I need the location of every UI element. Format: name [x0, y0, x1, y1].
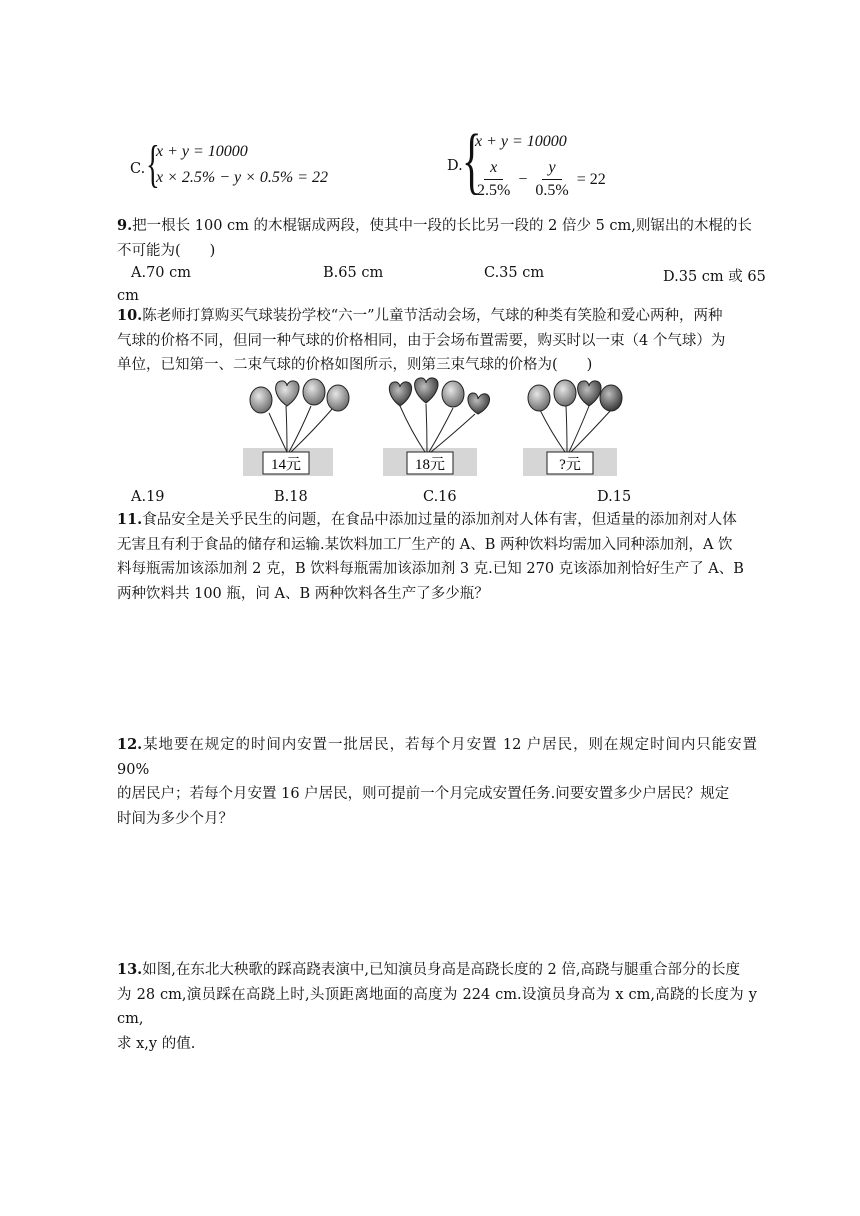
- heart-balloon: [415, 378, 438, 403]
- smiley-balloon: [250, 387, 272, 413]
- fraction-y: $\frac{y}{0.5\%}$: [535, 159, 569, 199]
- option-d-eq1: x + y = 10000: [475, 133, 567, 150]
- option-d-eq2: $\frac{x}{2.5\%}$ − $\frac{y}{0.5\%}$ = 22: [469, 158, 606, 201]
- smiley-balloon: [303, 379, 325, 405]
- option-c-label: C.: [130, 161, 146, 177]
- question-10: 10.陈老师打算购买气球装扮学校“六一”儿童节活动会场，气球的种类有笑脸和爱心两种，两种 气球的价格不同，但同一种气球的价格相同，由于会场布置需要，购买时以一束（4 个气球）为 单位，已知第一、二束气球的价格如图所示，则第三束气球的价格为( ): [117, 307, 726, 373]
- question-9: 9.把一根长 100 cm 的木棍锯成两段，使其中一段的长比另一段的 2 倍少 5 cm,则锯出的木棍的长 不可能为( ): [117, 217, 752, 259]
- dark-balloon: [600, 385, 622, 411]
- q10-option-d: D.15: [597, 489, 632, 505]
- heart-balloon: [276, 381, 299, 406]
- option-c-eq1: x + y = 10000: [156, 143, 248, 160]
- question-number: 9.: [117, 217, 133, 234]
- question-12: 12.某地要在规定的时间内安置一批居民，若每个月安置 12 户居民，则在规定时间内只能安置 90% 的居民户；若每个月安置 16 户居民，则可提前一个月完成安置任务.问要安置多少户居民？规定 时间为多少个月？: [117, 736, 757, 827]
- question-number: 13.: [117, 961, 143, 978]
- balloon-bundles-figure: [243, 376, 633, 478]
- question-11: 11.食品安全是关乎民生的问题，在食品中添加过量的添加剂对人体有害，但适量的添加剂对人体 无害且有利于食品的储存和运输.某饮料加工厂生产的 A、B 两种饮料均需加入同种添加剂，A 饮 料每瓶需加该添加剂 2 克，B 饮料每瓶需加该添加剂 3 克.已知 270 克该添加剂恰好生产了 A、B 两种饮料共 100 瓶，问 A、B 两种饮料各生产了多少瓶？: [117, 511, 744, 602]
- price-tag-3-text: ?元: [559, 457, 581, 473]
- q9-option-c: C.35 cm: [484, 265, 545, 281]
- bundle-3: [523, 380, 622, 476]
- fraction-x: $\frac{x}{2.5\%}$: [477, 159, 511, 199]
- question-number: 12.: [117, 736, 143, 753]
- q9-option-d-unit: cm: [117, 288, 139, 304]
- q10-option-b: B.18: [274, 489, 308, 505]
- q9-option-d: D.35 cm 或 65: [663, 269, 766, 285]
- option-d-brace: {: [462, 120, 482, 202]
- q9-option-b: B.65 cm: [323, 265, 384, 281]
- smiley-balloon: [528, 385, 550, 411]
- question-13: 13.如图,在东北大秧歌的踩高跷表演中,已知演员身高是高跷长度的 2 倍,高跷与腿重合部分的长度 为 28 cm,演员踩在高跷上时,头顶距离地面的高度为 224 cm.设演员身高为 x cm,高跷的长度为 y cm, 求 x,y 的值.: [117, 961, 757, 1052]
- bundle-2: [383, 378, 490, 476]
- option-c-brace: {: [146, 136, 160, 193]
- question-number: 11.: [117, 511, 143, 528]
- bundle-1: [243, 379, 349, 476]
- q9-option-a: A.70 cm: [131, 265, 192, 281]
- smiley-balloon: [327, 385, 349, 411]
- heart-balloon: [468, 393, 490, 414]
- price-tag-2-text: 18元: [414, 457, 446, 473]
- option-c-eq2: x × 2.5% − y × 0.5% = 22: [156, 169, 329, 186]
- q10-option-a: A.19: [131, 489, 165, 505]
- heart-balloon: [578, 381, 601, 406]
- q10-option-c: C.16: [423, 489, 457, 505]
- heart-balloon: [389, 382, 411, 406]
- smiley-balloon: [554, 380, 576, 406]
- price-tag-1-text: 14元: [270, 457, 302, 473]
- question-number: 10.: [117, 307, 143, 324]
- option-d-label: D.: [447, 158, 463, 174]
- smiley-balloon: [442, 381, 464, 407]
